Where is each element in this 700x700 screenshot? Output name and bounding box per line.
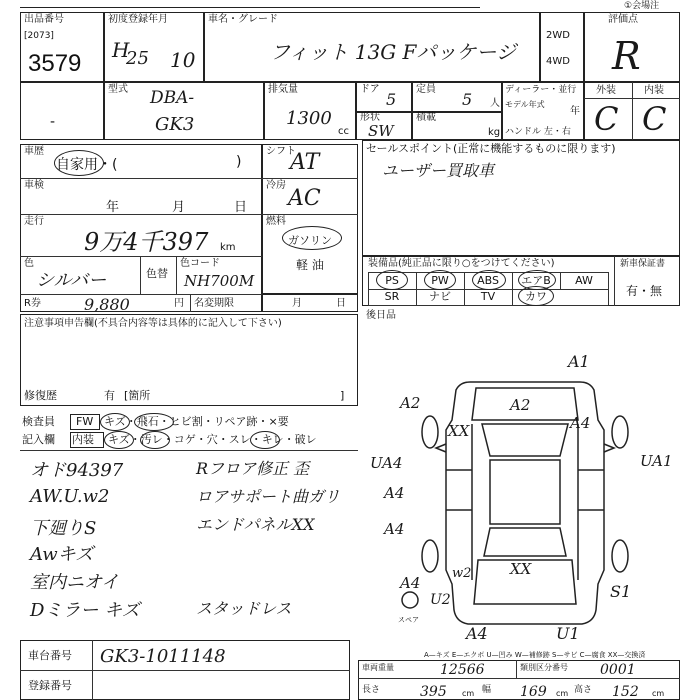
color: シルバー xyxy=(36,270,107,291)
shape-label: 形状 xyxy=(360,112,380,123)
mark-a4-right: A4 xyxy=(570,414,591,432)
height: 152 xyxy=(612,684,639,700)
color-code: NH700M xyxy=(184,272,255,290)
inspection-day: 日 xyxy=(234,200,248,215)
remark-right-4: スタッドレス xyxy=(196,599,292,618)
person-unit: 人 xyxy=(490,98,500,109)
meigi-label: 名変期限 xyxy=(194,298,234,309)
warranty-value: 有・無 xyxy=(626,284,663,298)
warranty-label: 新車保証書 xyxy=(620,259,666,269)
mileage-label: 走行 xyxy=(24,216,44,227)
model-year-unit: 年 xyxy=(570,106,580,117)
height-label: 高さ xyxy=(574,685,593,695)
circle-kawa xyxy=(518,286,554,306)
cc-unit: cc xyxy=(338,126,349,137)
mark-a2-mid: A2 xyxy=(510,396,531,414)
circle-tobiishi xyxy=(134,413,174,431)
history-value: 自家用・( xyxy=(56,157,118,173)
fuel-oil: 軽 油 xyxy=(296,258,324,272)
model-year-label: モデル年式 xyxy=(505,100,545,109)
remark-left-5: 室内ニオイ xyxy=(30,572,120,593)
circle-int-yogore xyxy=(140,431,170,449)
width: 169 xyxy=(520,684,547,700)
repair-yes: 有 xyxy=(104,389,115,402)
remark-right-2: ロアサポート曲ガリ xyxy=(196,487,341,506)
history-label: 車歴 xyxy=(24,146,44,157)
color-code-label: 色コード xyxy=(180,258,220,269)
ac-label: 冷房 xyxy=(266,180,286,191)
mark-ua4: UA4 xyxy=(370,454,403,472)
height-unit: cm xyxy=(652,689,665,698)
sales-point-value: ユーザー買取車 xyxy=(382,161,495,180)
mark-a4-left1: A4 xyxy=(384,484,405,502)
model-prefix: DBA- xyxy=(150,88,195,108)
spare-label: スペア xyxy=(398,616,419,624)
first-reg-month: 10 xyxy=(170,48,196,72)
remark-right-3: エンドパネルXX xyxy=(196,515,315,534)
meigi-box xyxy=(262,294,358,312)
recycle: 9,880 xyxy=(84,295,130,314)
exterior-grade: C xyxy=(594,100,619,138)
chassis-number: GK3-1011148 xyxy=(100,646,226,667)
dealer-label: ディーラー・並行 xyxy=(505,85,577,95)
recycle-label: R券 xyxy=(24,298,41,309)
equip-abs: ABS xyxy=(477,274,499,287)
mileage: 9万4千397 xyxy=(84,228,209,256)
interior-items: キズ・汚レ・コゲ・穴・スレ・キレ・破レ xyxy=(108,433,317,446)
circle-abs xyxy=(472,270,506,290)
mark-s1: S1 xyxy=(610,582,632,601)
car-name-label: 車名・グレード xyxy=(208,14,278,25)
class-label: 類別区分番号 xyxy=(520,663,568,672)
equipment-label: 装備品(純正品に限り○をつけてください) xyxy=(368,258,555,269)
shape: SW xyxy=(368,122,394,140)
equip-tv: TV xyxy=(480,290,496,303)
mark-ua1: UA1 xyxy=(640,452,673,470)
first-reg-year: 25 xyxy=(126,48,149,69)
meigi-month: 月 xyxy=(292,298,302,309)
model-label: 型式 xyxy=(108,84,128,95)
inspection-year: 年 xyxy=(106,200,120,215)
sales-point-label: セールスポイント(正常に機能するものに限ります) xyxy=(366,142,616,155)
circle-int-sure xyxy=(250,431,280,449)
drive-4wd: 4WD xyxy=(546,56,570,67)
circle-pw xyxy=(424,270,456,290)
remark-left-3: 下廻りS xyxy=(30,518,97,539)
lot-label: 出品番号 xyxy=(24,14,64,25)
remark-left-6: Dミラー キズ xyxy=(30,600,140,621)
inspector-label: 検査員 xyxy=(22,415,55,428)
weight-label: 車両重量 xyxy=(362,663,394,672)
mark-u2: U2 xyxy=(430,592,451,608)
chassis-label: 車台番号 xyxy=(28,649,72,662)
history-circle xyxy=(54,150,104,176)
venue-note: ①会場注 xyxy=(624,1,660,11)
mark-w2: w2 xyxy=(452,566,472,581)
lot-sub: [2073] xyxy=(24,31,54,41)
exterior-label: 外装 xyxy=(596,85,616,96)
model-box xyxy=(20,82,104,140)
capacity-label: 定員 xyxy=(416,84,436,95)
lot-number: 3579 xyxy=(28,50,82,77)
score-label: 評価点 xyxy=(608,14,638,25)
fw-label: FW xyxy=(76,415,94,428)
ac: AC xyxy=(288,186,321,211)
doors: 5 xyxy=(386,90,397,109)
equip-ps: PS xyxy=(385,274,399,287)
mark-u1: U1 xyxy=(556,624,580,643)
history-close: ) xyxy=(236,154,242,170)
interior-label: 内装 xyxy=(644,85,664,96)
mark-a4-left3: A4 xyxy=(400,574,421,592)
circle-kizu xyxy=(100,413,130,431)
class-number: 0001 xyxy=(600,662,636,678)
writer-label: 記入欄 xyxy=(22,433,55,446)
interior-grade: C xyxy=(642,100,667,138)
weight: 12566 xyxy=(440,662,485,678)
model-dash: - xyxy=(50,114,56,130)
fw-items: キズ・飛石・ヒビ割・リペア跡・×要 xyxy=(104,415,289,428)
shift: AT xyxy=(290,150,320,175)
repair-label: 修復歴 xyxy=(24,389,57,402)
mark-xx-left: XX xyxy=(448,422,470,440)
capacity: 5 xyxy=(462,90,473,109)
model: GK3 xyxy=(155,114,195,135)
handle-label: ハンドル 左・右 xyxy=(505,127,571,137)
equip-aw: AW xyxy=(575,274,593,287)
load-label: 積載 xyxy=(416,112,436,123)
width-unit: cm xyxy=(556,689,569,698)
remark-left-1: オド94397 xyxy=(30,460,124,481)
equip-kawa: カワ xyxy=(525,290,547,303)
color-swap-label: 色替 xyxy=(146,267,168,280)
damage-legend: A—キズ E—エクボ U—凹み W—補修跡 S—サビ C—腐食 XX—交換済 xyxy=(424,651,646,659)
notes-label: 注意事項申告欄(不具合内容等は具体的に記入して下さい) xyxy=(24,318,282,329)
meigi-day: 日 xyxy=(336,298,346,309)
width-label: 幅 xyxy=(482,685,492,695)
interior-insp-label: 内装 xyxy=(72,433,94,446)
remark-left-2: AW.U.w2 xyxy=(30,486,110,507)
kg-unit: kg xyxy=(488,127,501,138)
mark-a4-left2: A4 xyxy=(384,520,405,538)
km-unit: km xyxy=(220,242,236,253)
length: 395 xyxy=(420,684,447,700)
equip-pw: PW xyxy=(431,274,449,287)
repair-close: ] xyxy=(340,389,345,402)
car-name: フィット 13G Fパッケージ xyxy=(270,40,517,64)
fuel-gas: ガソリン xyxy=(288,234,332,247)
mark-xx-rear: XX xyxy=(510,560,532,578)
reg-label: 登録番号 xyxy=(28,679,72,692)
color-label: 色 xyxy=(24,258,34,269)
top-strip xyxy=(20,0,480,8)
rear-seat-label: 後日品 xyxy=(366,310,396,321)
first-reg-era: H xyxy=(112,38,130,62)
repair-place: [箇所 xyxy=(124,389,151,402)
mark-a2-left: A2 xyxy=(400,394,421,412)
length-unit: cm xyxy=(462,689,475,698)
drive-2wd: 2WD xyxy=(546,30,570,41)
fuel-circle xyxy=(282,226,342,250)
mark-a4-bottom: A4 xyxy=(466,624,488,643)
remark-right-1: Rフロア修正 歪 xyxy=(196,459,310,478)
first-reg-label: 初度登録年月 xyxy=(108,14,168,25)
inspection-month: 月 xyxy=(172,200,186,215)
equip-airbag: エアB xyxy=(521,274,551,287)
circle-ps xyxy=(376,270,408,290)
doors-label: ドア xyxy=(360,84,380,95)
length-label: 長さ xyxy=(362,685,381,695)
mark-a1: A1 xyxy=(568,352,590,371)
drive-box xyxy=(540,12,584,82)
fuel-label: 燃料 xyxy=(266,216,286,227)
circle-int-kizu xyxy=(104,431,134,449)
inspection-label: 車検 xyxy=(24,180,44,191)
equip-navi: ナビ xyxy=(429,290,451,303)
remark-left-4: Awキズ xyxy=(30,544,94,565)
shift-label: シフト xyxy=(266,146,296,157)
yen-unit: 円 xyxy=(174,298,184,309)
score: R xyxy=(612,34,641,78)
displacement: 1300 xyxy=(286,108,332,129)
equip-sr: SR xyxy=(384,290,400,303)
displacement-label: 排気量 xyxy=(268,84,298,95)
